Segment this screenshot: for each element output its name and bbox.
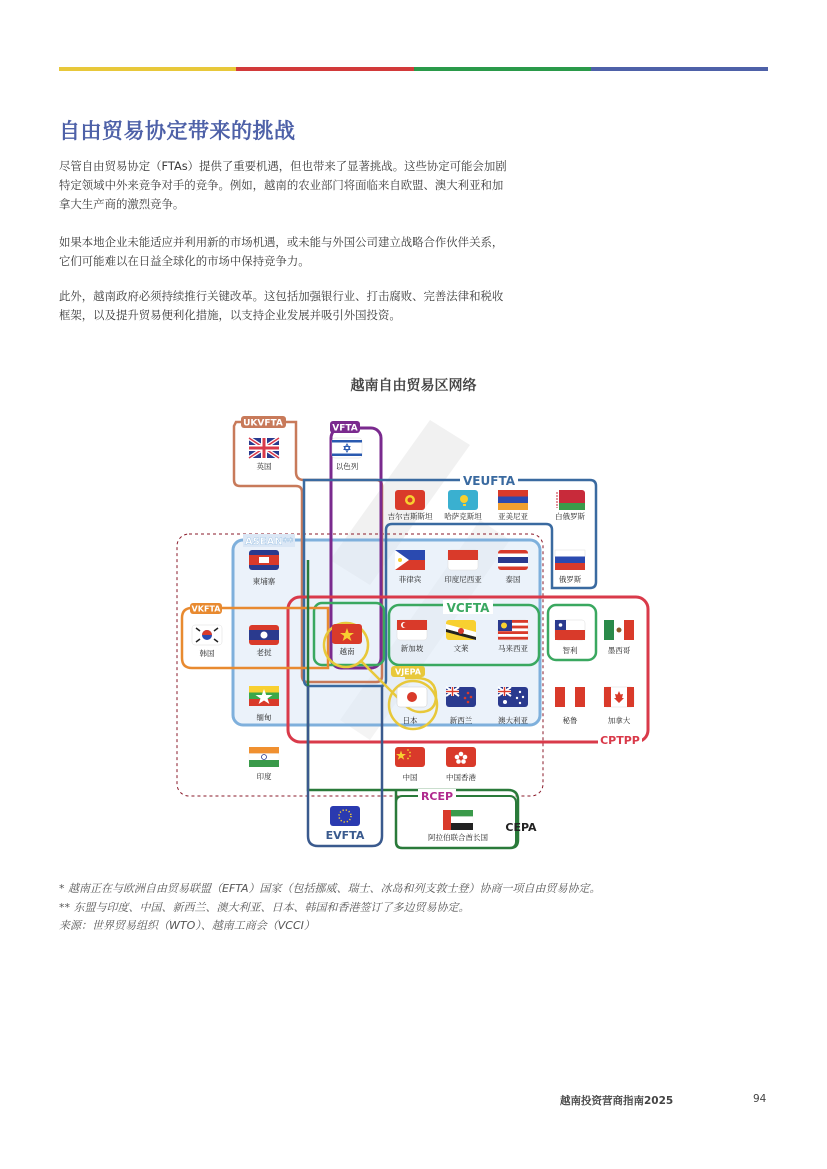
country-label-cambodia: 柬埔寨	[252, 577, 276, 586]
malaysia-flag-icon	[498, 620, 528, 640]
belarus-flag-icon	[555, 490, 585, 510]
label-ukvfta	[241, 416, 286, 429]
svg-text:VKFTA: VKFTA	[191, 604, 221, 614]
label-vfta	[330, 421, 360, 434]
country-label-philippines: 菲律宾	[398, 575, 422, 584]
footnotes	[59, 880, 601, 936]
page-number: 94	[753, 1093, 767, 1105]
label-cptpp	[598, 733, 642, 747]
peru-flag-icon	[555, 687, 585, 707]
svg-text:VCFTA: VCFTA	[446, 601, 490, 615]
label-asean	[243, 534, 295, 548]
bar-segment-red	[236, 67, 413, 71]
country-label-kazakhstan: 哈萨克斯坦	[444, 512, 482, 521]
svg-text:VFTA: VFTA	[332, 423, 358, 434]
laos-flag-icon	[249, 625, 279, 645]
country-label-brunei: 文莱	[453, 644, 469, 653]
footnote-efta: * 越南正在与欧洲自由贸易联盟（EFTA）国家（包括挪威、瑞士、冰岛和列支敦士登）协商一项自由贸易协定。	[59, 882, 601, 895]
paragraph-line: 框架，以及提升贸易便利化措施，以支持企业发展并吸引外国投资。	[59, 308, 401, 322]
country-label-korea: 韩国	[199, 649, 215, 658]
country-label-mexico: 墨西哥	[607, 646, 631, 655]
country-label-kyrgyzstan: 吉尔吉斯斯坦	[387, 512, 433, 521]
country-label-laos: 老挝	[256, 648, 272, 657]
hong-kong-flag-icon	[446, 747, 476, 767]
country-label-malaysia: 马来西亚	[498, 644, 528, 653]
bar-segment-green	[414, 67, 591, 71]
diagram-title: 越南自由贸易区网络	[350, 378, 477, 394]
new-zealand-flag-icon	[446, 687, 476, 707]
israel-flag-icon	[332, 438, 362, 458]
country-label-china: 中国	[402, 773, 418, 782]
country-label-new-zealand: 新西兰	[449, 716, 473, 725]
label-cepa	[505, 821, 537, 834]
vietnam-flag-icon	[332, 624, 362, 644]
indonesia-flag-icon	[448, 550, 478, 570]
kyrgyzstan-flag-icon	[395, 490, 425, 510]
paragraph-line: 如果本地企业未能适应并利用新的市场机遇，或未能与外国公司建立战略合作伙伴关系，	[59, 235, 504, 249]
chile-flag-icon	[555, 620, 585, 640]
country-label-australia: 澳大利亚	[498, 716, 528, 725]
page-heading: 自由贸易协定带来的挑战	[59, 119, 296, 143]
armenia-flag-icon	[498, 490, 528, 510]
paragraph-line: 拿大生产商的激烈竞争。	[59, 197, 185, 211]
country-label-russia: 俄罗斯	[558, 575, 582, 584]
country-label-thailand: 泰国	[505, 575, 521, 584]
myanmar-flag-icon	[249, 686, 279, 706]
country-label-peru: 秘鲁	[562, 716, 578, 725]
svg-text:RCEP: RCEP	[420, 790, 454, 803]
paragraph-line: 此外，越南政府必须持续推行关键改革。这包括加强银行业、打击腐败、完善法律和税收	[59, 289, 504, 303]
russia-flag-icon	[555, 550, 585, 570]
uk-flag-icon	[249, 438, 279, 458]
country-label-israel: 以色列	[335, 462, 359, 471]
brunei-flag-icon	[446, 620, 476, 640]
label-rcep	[418, 789, 456, 803]
paragraph-1	[59, 157, 559, 214]
china-flag-icon	[395, 747, 425, 767]
svg-text:ASEAN**: ASEAN**	[244, 536, 294, 548]
bar-segment-blue	[591, 67, 768, 71]
australia-flag-icon	[498, 687, 528, 707]
paragraph-2	[59, 233, 559, 271]
country-label-myanmar: 缅甸	[256, 713, 272, 722]
label-vcfta	[443, 600, 493, 615]
singapore-flag-icon	[397, 620, 427, 640]
thailand-flag-icon	[498, 550, 528, 570]
svg-text:EVFTA: EVFTA	[325, 829, 365, 842]
country-label-chile: 智利	[562, 646, 578, 655]
country-label-singapore: 新加坡	[400, 644, 424, 653]
country-label-japan: 日本	[402, 716, 418, 725]
country-label-indonesia: 印度尼西亚	[444, 575, 482, 584]
svg-text:VEUFTA: VEUFTA	[463, 474, 515, 488]
svg-text:CEPA: CEPA	[505, 821, 537, 834]
label-vjepa	[391, 666, 425, 677]
country-label-vietnam: 越南	[339, 647, 355, 656]
kazakhstan-flag-icon	[448, 490, 478, 510]
svg-text:UKVFTA: UKVFTA	[243, 418, 283, 429]
label-veufta	[460, 473, 518, 488]
india-flag-icon	[249, 747, 279, 767]
country-label-armenia: 亚美尼亚	[498, 512, 528, 521]
uae-flag-icon	[443, 810, 473, 830]
label-vkfta	[190, 603, 222, 614]
paragraph-3	[59, 287, 559, 325]
country-label-uae: 阿拉伯联合酋长国	[428, 833, 488, 842]
paragraph-line: 尽管自由贸易协定（FTAs）提供了重要机遇，但也带来了显著挑战。这些协定可能会加剧	[59, 159, 507, 173]
philippines-flag-icon	[395, 550, 425, 570]
mexico-flag-icon	[604, 620, 634, 640]
japan-flag-icon	[397, 687, 427, 707]
country-label-canada: 加拿大	[607, 716, 631, 725]
country-label-india: 印度	[256, 772, 272, 781]
country-label-uk: 英国	[256, 462, 272, 471]
label-evfta	[326, 829, 365, 842]
paragraph-line: 特定领域中外来竞争对手的竞争。例如，越南的农业部门将面临来自欧盟、澳大利亚和加	[59, 178, 504, 192]
eu-flag-icon	[330, 806, 360, 826]
footnote-asean: ** 东盟与印度、中国、新西兰、澳大利亚、日本、韩国和香港签订了多边贸易协定。	[59, 900, 470, 914]
svg-text:CPTPP: CPTPP	[600, 734, 640, 747]
footer-title: 越南投资营商指南2025	[560, 1095, 674, 1107]
canada-flag-icon	[604, 687, 634, 707]
cambodia-flag-icon	[249, 550, 279, 570]
country-label-hong-kong: 中国香港	[446, 773, 476, 782]
paragraph-line: 它们可能难以在日益全球化的市场中保持竞争力。	[59, 254, 310, 268]
country-label-belarus: 白俄罗斯	[555, 512, 585, 521]
fta-network-diagram	[0, 400, 827, 870]
bar-segment-yellow	[59, 67, 236, 71]
top-color-bar	[59, 67, 768, 71]
korea-flag-icon	[192, 625, 222, 645]
footnote-source: 来源：世界贸易组织（WTO）、越南工商会（VCCI）	[59, 919, 315, 932]
svg-text:VJEPA: VJEPA	[395, 667, 421, 677]
